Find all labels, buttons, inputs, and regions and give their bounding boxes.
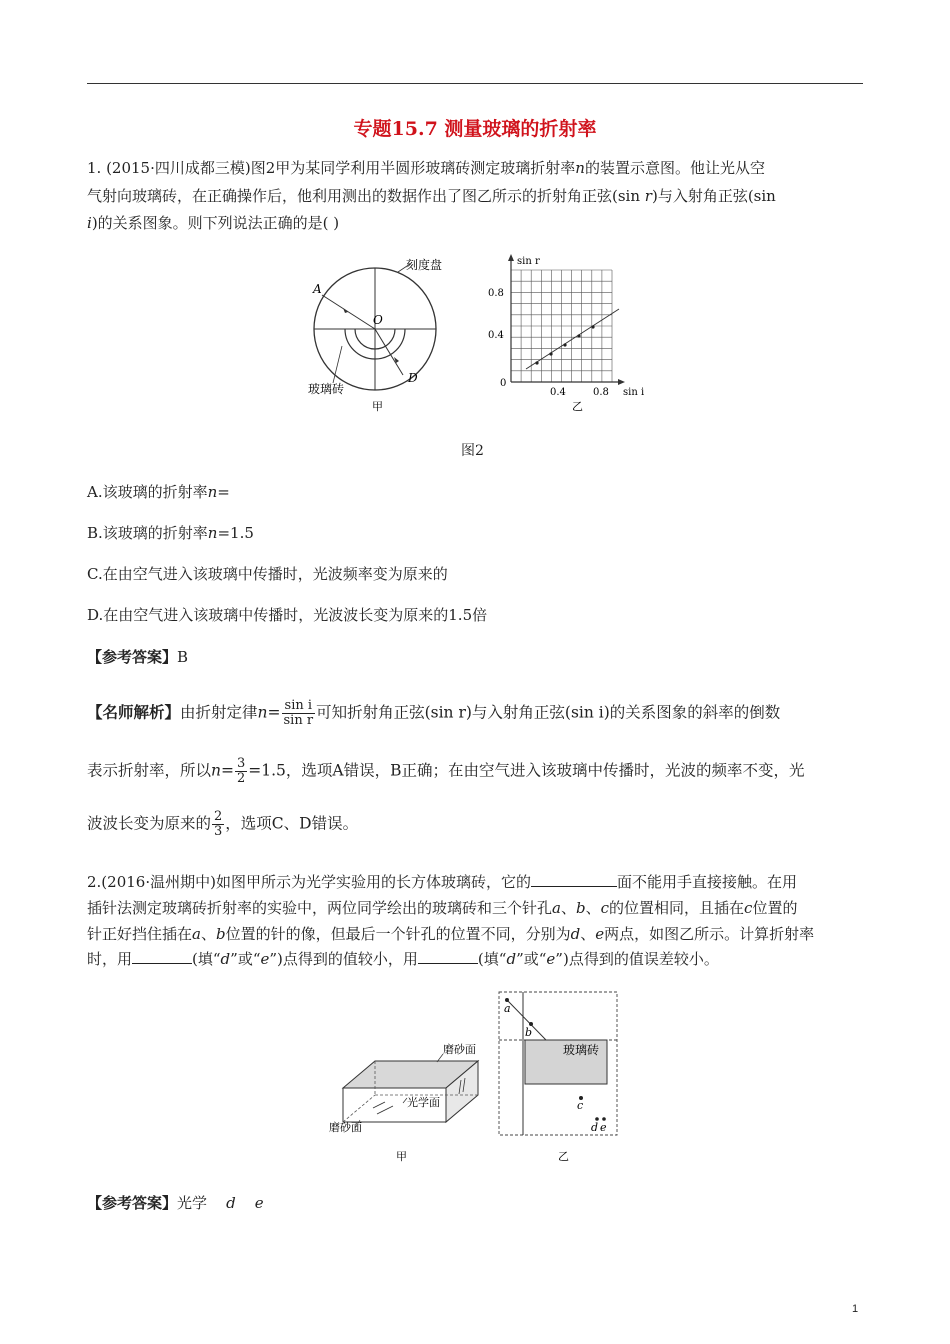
data-point — [577, 334, 580, 337]
data-point — [549, 352, 552, 355]
q1-answer: 【参考答案】B — [87, 648, 189, 666]
pin-b-label: b — [525, 1026, 533, 1039]
sub-label-yi: 乙 — [572, 400, 583, 413]
q2-line2: 插针法测定玻璃砖折射率的实验中，两位同学绘出的玻璃砖和三个针孔a、b、c的位置相同，且插在c位置的 — [87, 899, 798, 917]
sub-label-yi: 乙 — [558, 1150, 569, 1163]
q1-line3: i)的关系图象。则下列说法正确的是( ) — [87, 214, 340, 232]
q1-analysis-line3: 波波长变为原来的 $\frac{2}{3}$ ，选项C、D错误。 — [87, 809, 359, 839]
y-tick-04: 0.4 — [488, 330, 504, 341]
header-rule — [87, 83, 863, 84]
option-d: D.在由空气进入该玻璃中传播时，光波波长变为原来的1.5倍 — [87, 606, 488, 624]
dial-label: 刻度盘 — [406, 258, 443, 272]
q2-blank-3 — [418, 949, 478, 964]
q1-line1: 1. (2015·四川成都三模)图2甲为某同学利用半圆形玻璃砖测定玻璃折射率n的装置示意图。他让光从空 — [87, 159, 765, 177]
data-point — [535, 361, 538, 364]
option-a: A.该玻璃的折射率n= — [87, 483, 230, 501]
frosted-bottom-label: 磨砂面 — [329, 1121, 362, 1134]
pin-d-label: d — [591, 1121, 599, 1134]
q2-figure-jia — [325, 1040, 495, 1165]
data-points — [535, 325, 594, 364]
page-number: 1 — [852, 1303, 859, 1315]
option-b: B.该玻璃的折射率n=1.5 — [87, 524, 254, 542]
page-title: 专题15.7 测量玻璃的折射率 — [353, 118, 597, 140]
x-axis-arrow-icon — [618, 379, 625, 385]
x-axis-label: sin i — [623, 387, 645, 398]
point-o-label: O — [373, 313, 383, 327]
pin-a-label: a — [504, 1002, 511, 1015]
fraction-sin-i-over-sin-r: $\frac{\text{sin i}}{\text{sin r}}$ — [283, 698, 314, 728]
fit-line — [526, 309, 619, 369]
y-axis-label: sin r — [517, 256, 540, 267]
q1-analysis-line1: 【名师解析】由折射定律n= $\frac{\text{sin i}}{\text{sin r}}$ 可知折射角正弦(sin r)与入射角正弦(sin i)的关系图象的斜率的倒数 — [87, 698, 781, 728]
y-axis-arrow-icon — [508, 254, 514, 261]
point-d-label: D — [408, 371, 418, 385]
data-point — [563, 343, 566, 346]
q1-figure-jia — [300, 250, 450, 420]
sub-label-jia: 甲 — [396, 1150, 407, 1163]
fraction-2-over-3: $\frac{2}{3}$ — [214, 809, 223, 839]
figure-2-caption: 图2 — [461, 443, 484, 459]
q2-line3: 针正好挡住插在a、b位置的针的像，但最后一个针孔的位置不同，分别为d、e两点，如图乙所示。计算折射率 — [87, 925, 815, 943]
sub-label-jia: 甲 — [372, 400, 383, 413]
graph-grid — [511, 270, 612, 382]
q1-analysis-line2: 表示折射率，所以n= $\frac{3}{2}$ =1.5，选项A错误，B正确；在由空气进入该玻璃中传播时，光波的频率不变，光 — [87, 756, 805, 786]
x-tick-08: 0.8 — [593, 387, 609, 398]
q2-answer: 【参考答案】光学 d e — [87, 1194, 264, 1212]
origin-label: 0 — [500, 378, 507, 389]
brick-label: 玻璃砖 — [563, 1043, 600, 1057]
incident-arrow-icon — [343, 308, 348, 313]
incident-ray — [322, 295, 375, 329]
optical-face-label: 光学面 — [407, 1096, 440, 1109]
q2-line4: 时，用 (填“d”或“e”)点得到的值较小，用 (填“d”或“e”)点得到的值误差较小。 — [87, 950, 719, 968]
q2-blank-2 — [132, 949, 192, 964]
point-a-label: A — [313, 282, 322, 296]
fraction-3-over-2: $\frac{3}{2}$ — [237, 756, 246, 786]
q1-figure-yi — [480, 250, 655, 420]
q2-line1: 2.(2016·温州期中)如图甲所示为光学实验用的长方体玻璃砖，它的 面不能用手直接接触。在用 — [87, 873, 797, 891]
data-point — [591, 325, 594, 328]
q2-figure-yi — [495, 988, 625, 1168]
refracted-ray — [375, 329, 403, 375]
q2-blank-1 — [531, 872, 617, 887]
x-tick-04: 0.4 — [550, 387, 566, 398]
q1-line2: 气射向玻璃砖，在正确操作后，他利用测出的数据作出了图乙所示的折射角正弦(sin r)与入射角正弦(sin — [87, 187, 776, 205]
pin-c-label: c — [577, 1099, 584, 1112]
y-tick-08: 0.8 — [488, 288, 504, 299]
pin-e-label: e — [600, 1121, 607, 1134]
option-c: C.在由空气进入该玻璃中传播时，光波频率变为原来的 — [87, 565, 448, 583]
frosted-top-label: 磨砂面 — [443, 1043, 476, 1056]
brick-label: 玻璃砖 — [308, 382, 345, 396]
